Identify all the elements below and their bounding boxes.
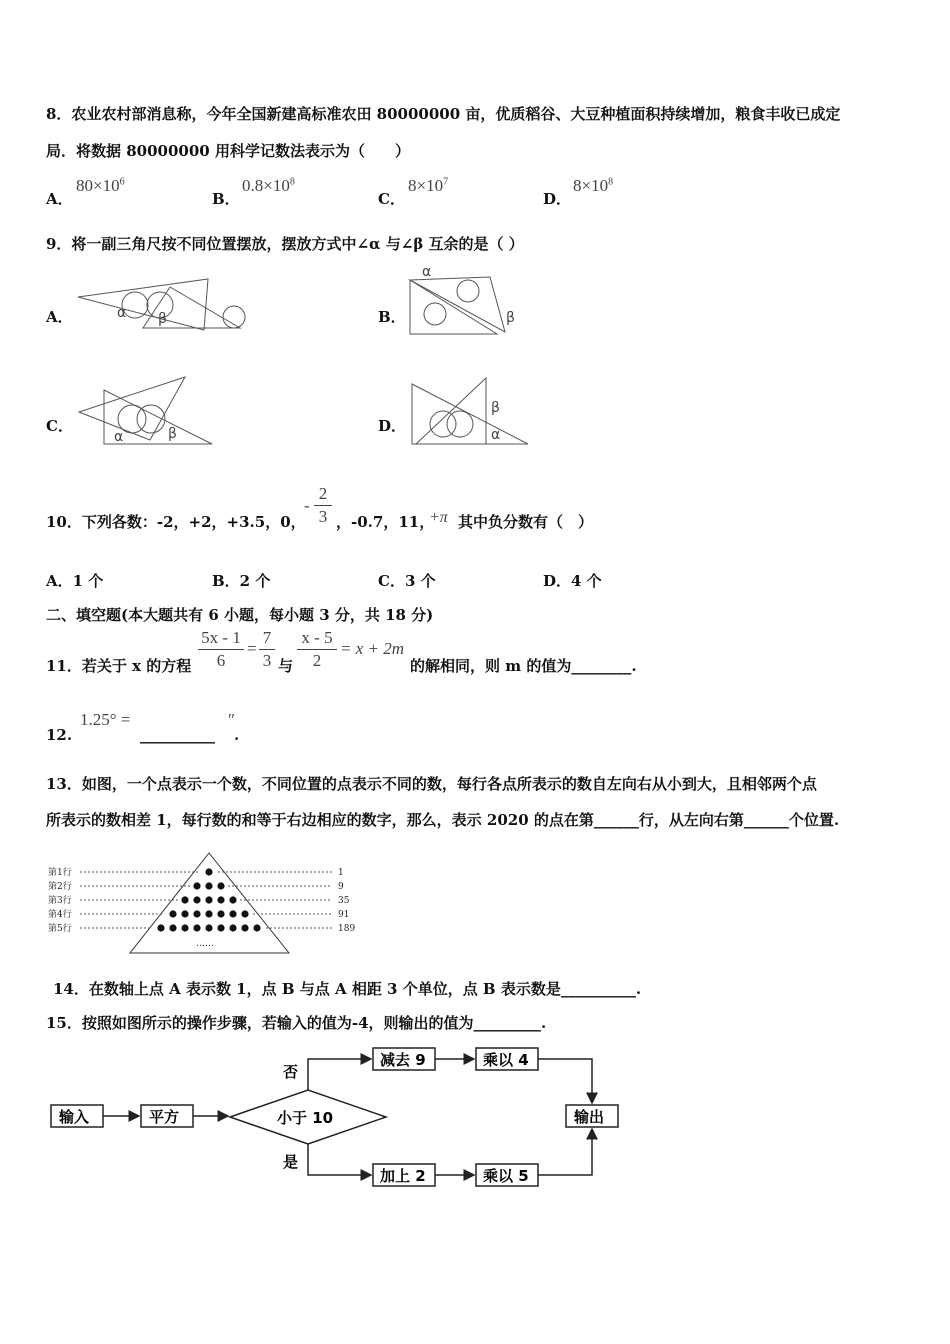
- q15-subtract-9-box: 减去 9: [380, 1051, 426, 1069]
- q15-input-box: 输入: [59, 1108, 90, 1126]
- q8-line2: 局．将数据 80000000 用科学记数法表示为（ ）: [46, 142, 410, 160]
- q9-d-beta: β: [491, 400, 500, 416]
- q10-minus: -: [304, 496, 310, 515]
- q12-number: 12.: [46, 726, 73, 744]
- q14-text: 14．在数轴上点 A 表示数 1，点 B 与点 A 相距 3 个单位，点 B 表示数是__________.: [53, 980, 642, 998]
- q13-row-sum-1: 1: [338, 868, 344, 878]
- q15-output-box: 输出: [574, 1108, 605, 1126]
- q10-fraction: $\frac{2}{3}$: [314, 483, 332, 528]
- q11-rhs: = x + 2m: [340, 639, 405, 658]
- q10-prefix: 10．下列各数：-2，+2，+3.5，0，: [46, 513, 306, 531]
- q11-mid: 与: [278, 657, 294, 675]
- q11-fraction-1: $\frac{5x - 1}{6}$: [198, 627, 244, 672]
- q15-condition: 小于 10: [277, 1109, 334, 1127]
- q13-row-sum-3: 35: [338, 896, 350, 906]
- q9-figure-a: [70, 272, 245, 337]
- q10-pi: +π: [429, 509, 448, 526]
- q9-b-beta: β: [506, 310, 515, 326]
- q15-square-box: 平方: [149, 1108, 180, 1126]
- q8-option-b-label: B．: [212, 190, 240, 208]
- q9-option-a-label: A．: [46, 308, 73, 326]
- q15-multiply-5-box: 乘以 5: [483, 1167, 529, 1185]
- q15-no-label: 否: [283, 1063, 299, 1081]
- q9-option-b-label: B．: [378, 308, 406, 326]
- q9-option-c-label: C．: [46, 417, 73, 435]
- q12-end: .: [234, 726, 240, 744]
- q9-a-alpha: α: [117, 305, 127, 321]
- q8-option-c-label: C．: [378, 190, 405, 208]
- q13-row-label-5: 第5行: [48, 924, 72, 934]
- q11-suffix: 的解相同，则 m 的值为________.: [410, 657, 637, 675]
- q9-text: 9．将一副三角尺按不同位置摆放，摆放方式中∠α 与∠β 互余的是（ ）: [46, 235, 524, 253]
- q8-option-b-value: $0.8\times 10^8$: [242, 176, 295, 195]
- q13-figure: [40, 850, 370, 960]
- q15-text: 15．按照如图所示的操作步骤，若输入的值为-4，则输出的值为_________.: [46, 1014, 547, 1032]
- q11-equals: =: [247, 639, 257, 658]
- q8-option-d-value: $8\times 10^8$: [573, 176, 614, 195]
- q8-option-d-label: D．: [543, 190, 572, 208]
- q10-option-d: D．4 个: [543, 572, 602, 590]
- q15-add-2-box: 加上 2: [380, 1167, 426, 1185]
- q10-option-c: C．3 个: [378, 572, 436, 590]
- q8-option-a-label: A．: [46, 190, 73, 208]
- q15-flowchart: [40, 1040, 630, 1190]
- q11-prefix: 11．若关于 x 的方程: [46, 657, 192, 675]
- q10-option-a: A．1 个: [46, 572, 104, 590]
- q13-line2: 所表示的数相差 1，每行数的和等于右边相应的数字，那么，表示 2020 的点在第______行，从左向右第______个位置.: [46, 811, 840, 829]
- section2-heading: 二、填空题(本大题共有 6 小题，每小题 3 分，共 18 分): [46, 606, 434, 624]
- q8-option-c-value: $8\times 10^7$: [408, 176, 449, 195]
- q9-figure-d: [404, 370, 534, 450]
- q12-seconds-mark: ″: [228, 710, 236, 729]
- q9-option-d-label: D．: [378, 417, 407, 435]
- q13-row-sum-4: 91: [338, 910, 350, 920]
- q10-option-b: B．2 个: [212, 572, 271, 590]
- q9-figure-c: [72, 372, 217, 452]
- q9-d-alpha: α: [491, 427, 501, 443]
- q8-option-a-value: $80\times 10^6$: [76, 176, 125, 195]
- q9-c-beta: β: [168, 426, 177, 442]
- q13-row-label-2: 第2行: [48, 882, 72, 892]
- q13-line1: 13．如图，一个点表示一个数，不同位置的点表示不同的数，每行各点所表示的数自左向右从小到大，且相邻两个点: [46, 775, 817, 793]
- q8-line1: 8．农业农村部消息称，今年全国新建高标准农田 80000000 亩，优质稻谷、大豆种植面积持续增加，粮食丰收已成定: [46, 105, 841, 123]
- q11-fraction-2: $\frac{7}{3}$: [259, 627, 275, 672]
- q13-row-sum-5: 189: [338, 924, 356, 934]
- q11-fraction-3: $\frac{x - 5}{2}$: [297, 627, 337, 672]
- q9-b-alpha: α: [422, 264, 432, 280]
- q12-expression: 1.25° =: [80, 710, 131, 729]
- q13-row-sum-2: 9: [338, 882, 344, 892]
- q9-figure-b: [400, 262, 525, 342]
- q15-multiply-4-box: 乘以 4: [483, 1051, 529, 1069]
- q13-row-label-4: 第4行: [48, 910, 72, 920]
- q15-yes-label: 是: [283, 1153, 299, 1171]
- q13-row-label-1: 第1行: [48, 868, 72, 878]
- q9-c-alpha: α: [114, 429, 124, 445]
- q10-middle: ，-0.7，11，: [336, 513, 435, 531]
- q13-row-label-3: 第3行: [48, 896, 72, 906]
- q10-suffix: 其中负分数有（ ）: [458, 513, 594, 531]
- q13-ellipsis: ……: [196, 939, 214, 949]
- q9-a-beta: β: [158, 311, 167, 327]
- q12-blank: __________: [140, 726, 215, 744]
